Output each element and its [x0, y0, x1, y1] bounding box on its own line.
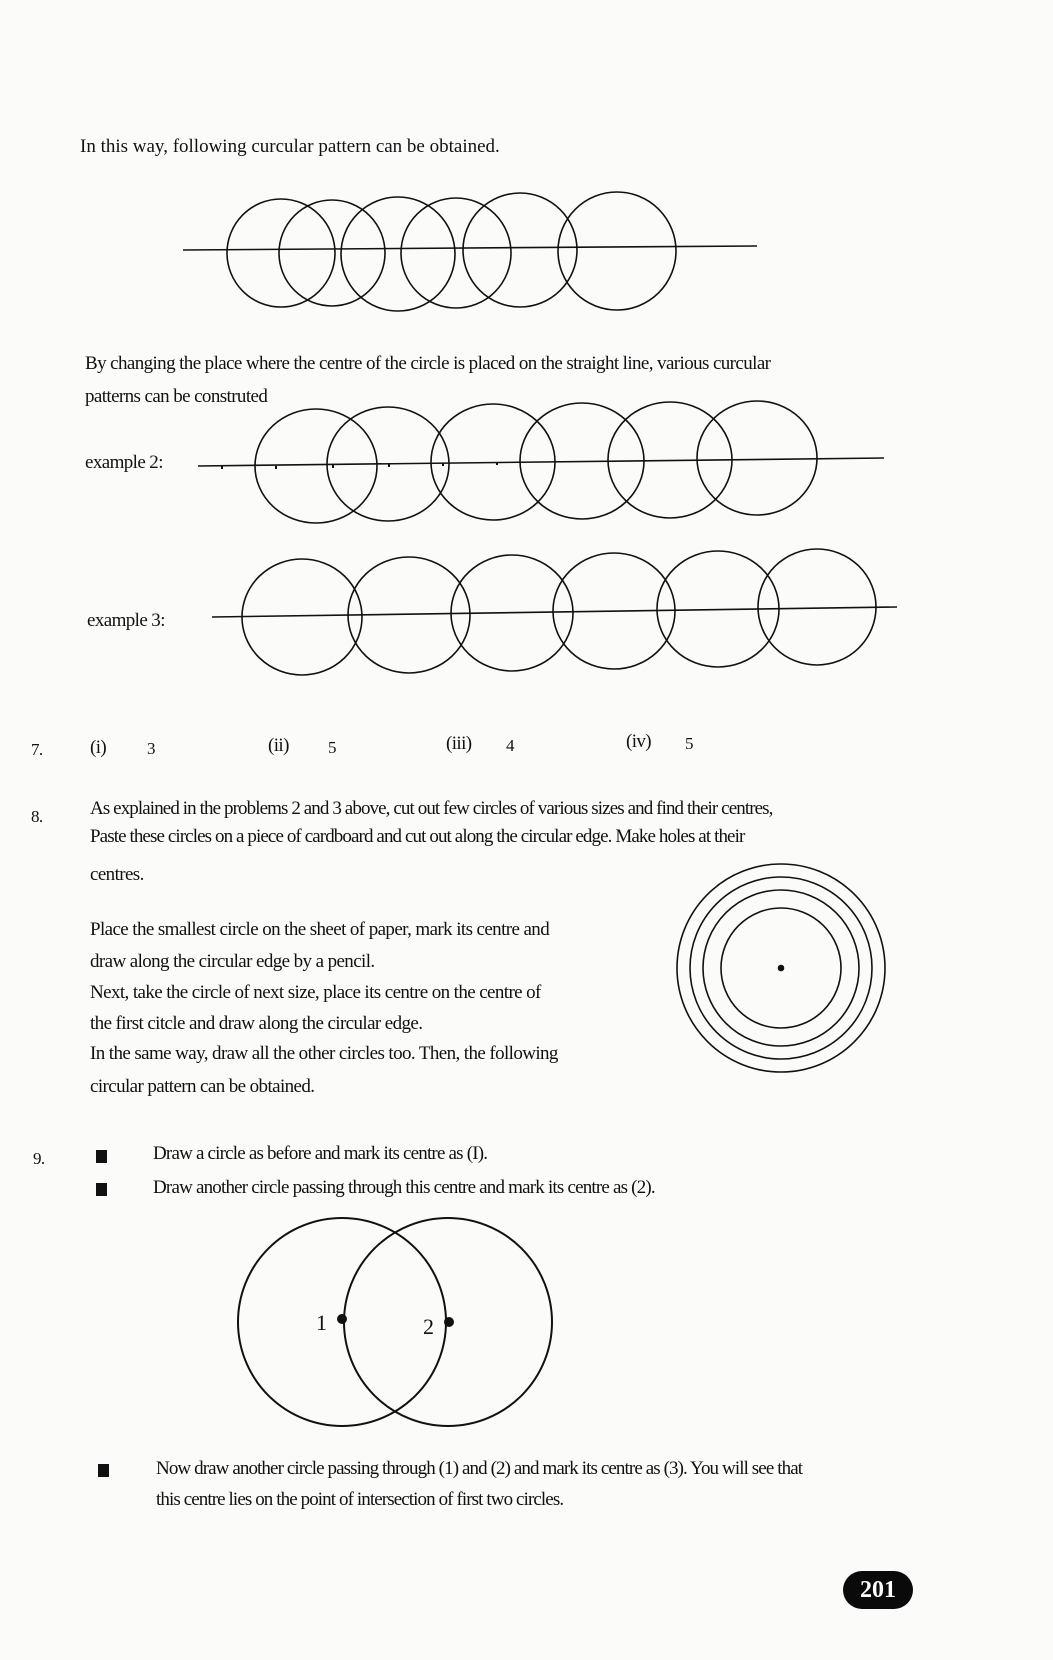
figure-label-2: 2 [423, 1314, 434, 1339]
concentric-circle [721, 908, 841, 1028]
example-3-circle [657, 551, 779, 667]
q7-answer-label: (iv) [626, 731, 652, 752]
example-2-circle [255, 409, 377, 523]
q8-number: 8. [31, 807, 43, 826]
q8-step: the first citcle and draw along the circular edge. [90, 1013, 423, 1034]
example-2-circle [520, 403, 644, 519]
q9-bullet: Draw another circle passing through this centre and mark its centre as (2). [153, 1177, 655, 1198]
q7-answer-value: 5 [685, 734, 693, 753]
circle-1 [238, 1218, 446, 1426]
intro-text: In this way, following curcular pattern can be obtained. [80, 136, 500, 157]
concentric-circle [677, 864, 885, 1072]
q9-number: 9. [33, 1149, 45, 1168]
concentric-circle [703, 890, 859, 1046]
example-2-circle [327, 407, 449, 521]
q7-answer-value: 4 [506, 736, 514, 755]
figure-example-2 [198, 401, 884, 523]
example-2-circle [608, 402, 732, 518]
centre-1-point [338, 1315, 346, 1323]
pattern-1-circle [558, 192, 676, 310]
concentric-circle [690, 877, 872, 1059]
q9-final-line: Now draw another circle passing through (1) and (2) and mark its centre as (3). You will see that [156, 1458, 803, 1479]
q8-step: In the same way, draw all the other circles too. Then, the following [90, 1043, 558, 1064]
page-number-badge: 201 [843, 1571, 913, 1609]
pattern-1-line [183, 246, 757, 250]
example-3-line [212, 607, 897, 617]
q7-answer-label: (ii) [268, 735, 289, 756]
pattern-1-circle [227, 199, 335, 307]
centre-2-point [445, 1318, 453, 1326]
q7-answer-value: 5 [328, 738, 336, 757]
q8-line: centres. [90, 864, 144, 885]
bullet-square-icon [98, 1464, 109, 1477]
example-3-label: example 3: [87, 610, 165, 631]
example-2-circle [697, 401, 817, 515]
circle-2 [344, 1218, 552, 1426]
bullet-square-icon [96, 1183, 107, 1196]
q9-bullet: Draw a circle as before and mark its centre as (I). [153, 1143, 488, 1164]
bullet-square-icon [96, 1150, 107, 1163]
example-2-circle [431, 404, 555, 520]
q8-line: As explained in the problems 2 and 3 above, cut out few circles of various sizes and find their centres, [90, 798, 773, 819]
figure-pattern-1 [183, 192, 757, 311]
figure-two-circles [238, 1218, 552, 1426]
pattern-1-circle [341, 197, 455, 311]
figure-example-3 [212, 549, 897, 675]
q8-step: Place the smallest circle on the sheet of paper, mark its centre and [90, 919, 550, 940]
para-change-line-1: By changing the place where the centre of the circle is placed on the straight line, various curcular [85, 353, 771, 374]
q7-answer-label: (i) [90, 737, 107, 758]
example-3-circle [553, 553, 675, 669]
q7-answer-value: 3 [147, 739, 155, 758]
example-3-circle [348, 557, 470, 673]
q8-step: circular pattern can be obtained. [90, 1076, 315, 1097]
pattern-1-circle [279, 200, 385, 306]
example-2-label: example 2: [85, 452, 163, 473]
example-3-circle [451, 555, 573, 671]
figure-concentric-circles [677, 864, 885, 1072]
centre-point [779, 966, 784, 971]
example-3-circle [242, 559, 362, 675]
example-2-line [198, 458, 884, 466]
q8-step: Next, take the circle of next size, place its centre on the centre of [90, 982, 541, 1003]
figure-label-1: 1 [316, 1310, 327, 1335]
q7-number: 7. [31, 740, 43, 759]
q8-step: draw along the circular edge by a pencil. [90, 951, 375, 972]
q7-answer-label: (iii) [446, 733, 472, 754]
example-3-circle [758, 549, 876, 665]
q9-final-line: this centre lies on the point of intersection of first two circles. [156, 1489, 564, 1510]
para-change-line-2: patterns can be construted [85, 386, 268, 407]
pattern-1-circle [463, 193, 577, 307]
q8-line: Paste these circles on a piece of cardboard and cut out along the circular edge. Make holes at their [90, 826, 745, 847]
pattern-1-circle [401, 198, 511, 308]
